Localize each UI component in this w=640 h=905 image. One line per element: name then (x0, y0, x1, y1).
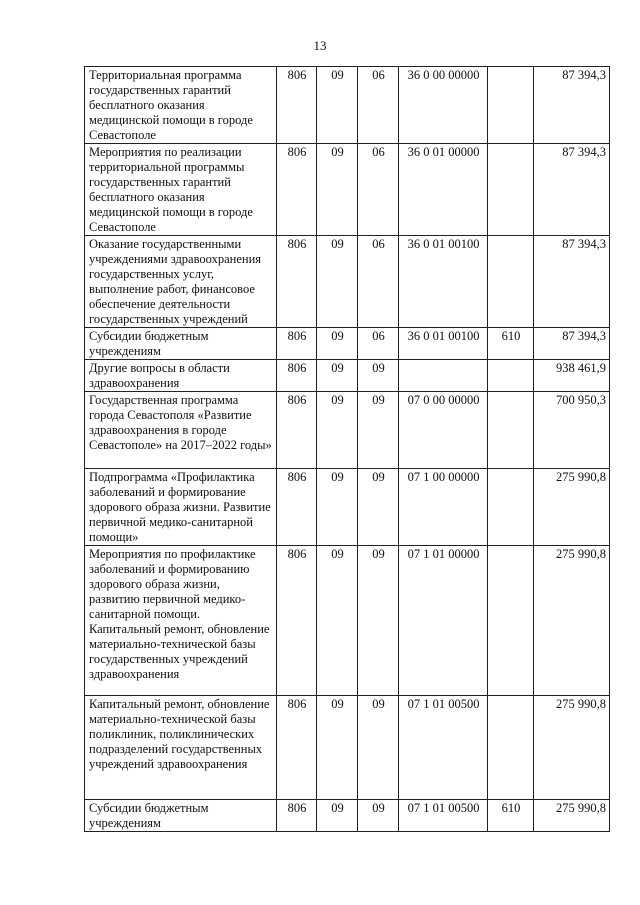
row-name-cell: Оказание государственными учреждениями здравоохранения государственных услуг, выполнение работ, финансовое обеспечение деятельности государственных учреждений (85, 236, 277, 328)
csr-cell: 07 1 01 00500 (399, 800, 488, 832)
sum-cell: 87 394,3 (534, 67, 610, 144)
pr-cell: 09 (358, 392, 399, 469)
csr-cell: 07 1 00 00000 (399, 469, 488, 546)
csr-cell: 07 1 01 00000 (399, 546, 488, 696)
pr-cell: 09 (358, 546, 399, 696)
csr-cell: 36 0 01 00000 (399, 144, 488, 236)
sum-cell: 87 394,3 (534, 328, 610, 360)
vr-cell (488, 360, 534, 392)
table-row (85, 546, 610, 696)
pr-cell: 09 (358, 360, 399, 392)
table-row (85, 800, 610, 832)
row-name-cell: Субсидии бюджетным учреждениям (85, 800, 277, 832)
sum-cell: 938 461,9 (534, 360, 610, 392)
row-name-cell: Государственная программа города Севастополя «Развитие здравоохранения в городе Севастополе» на 2017–2022 годы» (85, 392, 277, 469)
pr-cell: 06 (358, 67, 399, 144)
vr-cell (488, 67, 534, 144)
vr-cell (488, 696, 534, 800)
rz-cell: 09 (317, 328, 358, 360)
pr-cell: 09 (358, 469, 399, 546)
ved-cell: 806 (277, 144, 317, 236)
pr-cell: 09 (358, 696, 399, 800)
vr-cell (488, 392, 534, 469)
page-number: 13 (313, 38, 327, 53)
table-row (85, 469, 610, 546)
vr-cell (488, 469, 534, 546)
sum-cell: 700 950,3 (534, 392, 610, 469)
csr-cell: 36 0 01 00100 (399, 328, 488, 360)
table-row (85, 360, 610, 392)
ved-cell: 806 (277, 67, 317, 144)
sum-cell: 275 990,8 (534, 800, 610, 832)
sum-cell: 275 990,8 (534, 469, 610, 546)
ved-cell: 806 (277, 236, 317, 328)
row-name-cell: Капитальный ремонт, обновление материально-технической базы поликлиник, поликлинических подразделений государственных учреждений здравоохранения (85, 696, 277, 800)
vr-cell: 610 (488, 800, 534, 832)
csr-cell (399, 360, 488, 392)
pr-cell: 06 (358, 236, 399, 328)
sum-cell: 87 394,3 (534, 236, 610, 328)
table-row (85, 236, 610, 328)
sum-cell: 87 394,3 (534, 144, 610, 236)
csr-cell: 36 0 01 00100 (399, 236, 488, 328)
table-row (85, 67, 610, 144)
rz-cell: 09 (317, 360, 358, 392)
table-row (85, 696, 610, 800)
rz-cell: 09 (317, 67, 358, 144)
budget-table (84, 66, 610, 832)
row-name-cell: Мероприятия по профилактике заболеваний и формированию здорового образа жизни, развитию первичной медико-санитарной помощи. Капитальный ремонт, обновление материально-технической базы государственных учреждений здравоохранения (85, 546, 277, 696)
vr-cell (488, 236, 534, 328)
rz-cell: 09 (317, 546, 358, 696)
table-row (85, 328, 610, 360)
rz-cell: 09 (317, 469, 358, 546)
ved-cell: 806 (277, 696, 317, 800)
csr-cell: 07 0 00 00000 (399, 392, 488, 469)
pr-cell: 06 (358, 144, 399, 236)
sum-cell: 275 990,8 (534, 696, 610, 800)
csr-cell: 07 1 01 00500 (399, 696, 488, 800)
csr-cell: 36 0 00 00000 (399, 67, 488, 144)
row-name-cell: Мероприятия по реализации территориальной программы государственных гарантий бесплатного оказания медицинской помощи в городе Севастополе (85, 144, 277, 236)
pr-cell: 09 (358, 800, 399, 832)
sum-cell: 275 990,8 (534, 546, 610, 696)
ved-cell: 806 (277, 546, 317, 696)
pr-cell: 06 (358, 328, 399, 360)
table-row (85, 144, 610, 236)
ved-cell: 806 (277, 800, 317, 832)
rz-cell: 09 (317, 236, 358, 328)
rz-cell: 09 (317, 144, 358, 236)
row-name-cell: Субсидии бюджетным учреждениям (85, 328, 277, 360)
rz-cell: 09 (317, 392, 358, 469)
ved-cell: 806 (277, 328, 317, 360)
ved-cell: 806 (277, 360, 317, 392)
vr-cell (488, 144, 534, 236)
table-row (85, 392, 610, 469)
row-name-cell: Территориальная программа государственных гарантий бесплатного оказания медицинской помощи в городе Севастополе (85, 67, 277, 144)
rz-cell: 09 (317, 696, 358, 800)
row-name-cell: Подпрограмма «Профилактика заболеваний и формирование здорового образа жизни. Развитие первичной медико-санитарной помощи» (85, 469, 277, 546)
row-name-cell: Другие вопросы в области здравоохранения (85, 360, 277, 392)
ved-cell: 806 (277, 392, 317, 469)
vr-cell: 610 (488, 328, 534, 360)
vr-cell (488, 546, 534, 696)
ved-cell: 806 (277, 469, 317, 546)
rz-cell: 09 (317, 800, 358, 832)
